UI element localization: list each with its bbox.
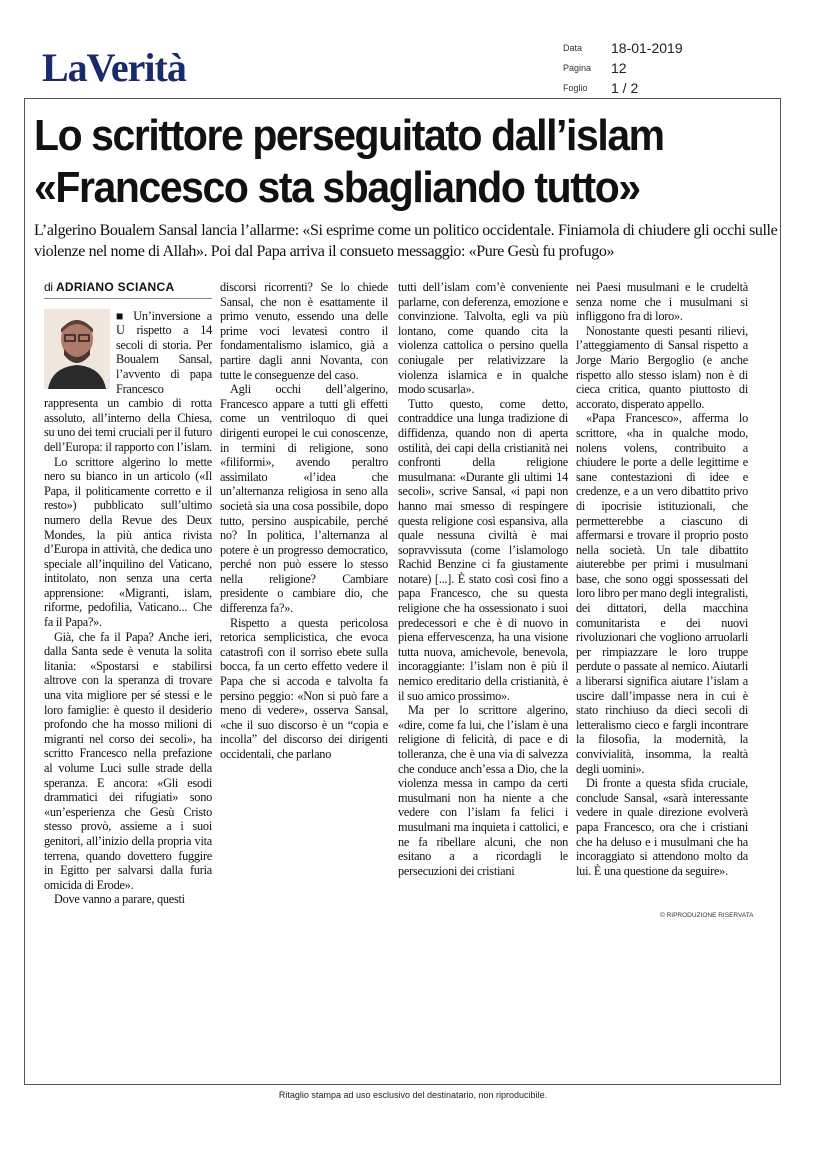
author-portrait-image: [44, 309, 110, 389]
byline-author: ADRIANO SCIANCA: [55, 280, 175, 294]
paragraph: discorsi ricorrenti? Se lo chiede Sansal, che non è esattamente il primo venuto, essendo una delle prime voci levatesi contro il fondamentalismo islamico, già a partire dagli anni Novanta, con tutte le conseguenze del caso.: [220, 280, 388, 382]
date-label: Data: [563, 43, 583, 53]
article-column-4: [576, 280, 748, 878]
paragraph: Già, che fa il Papa? Anche ieri, dalla Santa sede è venuta la solita litania: «Spostarsi e stabilirsi altrove con la speranza di trovare una vita migliore per sé stessi e le loro famiglie: è questo il desiderio profondo che ha mosso milioni di migranti nel corso dei secoli», ha scritto Francesco nella prefazione al volume Luci sulle strade della speranza. E ancora: «Gli esodi drammatici dei rifugiati» sono «un’esperienza che Gesù Cristo stesso provò, assieme a i suoi genitori, all’inizio della propria vita terrena, quando dovettero fuggire in Egitto per salvarsi dalla furia omicida di Erode».: [44, 629, 212, 892]
paragraph: nei Paesi musulmani e le crudeltà senza nome che i musulmani si infliggono fra di loro».: [576, 280, 748, 324]
paragraph: Di fronte a questa sfida cruciale, conclude Sansal, «sarà interessante vedere in quale direzione evolverà papa Francesco, ora che i cristiani che ha deluso e i musulmani che ha incoraggiato si attendono molto da lui. È una questione da seguire».: [576, 776, 748, 878]
byline-prefix: di: [44, 280, 53, 294]
date-value: 18-01-2019: [611, 40, 683, 56]
byline: [44, 280, 212, 299]
article-column-2: [220, 280, 388, 762]
copyright-notice: © RIPRODUZIONE RISERVATA: [660, 912, 754, 919]
paragraph: ■ Un’inversione a U rispetto a 14 secoli di storia. Per Boualem Sansal, l’avvento di papa Francesco rappresenta un cambio di rotta assoluto, all’interno della Chiesa, su uno dei temi cruciali per il futuro dell’Europa: il rapporto con l’islam.: [44, 308, 212, 454]
clipping-meta: [563, 38, 683, 98]
headline-line-2: «Francesco sta sbagliando tutto»: [34, 163, 640, 212]
paragraph: Tutto questo, come detto, contraddice una lunga tradizione di diffidenza, quando non di aperta ostilità, dei capi della cristianità nei confronti della religione musulmana: «Durante gli ultimi 14 secoli», scrive Sansal, «i papi non hanno mai smesso di respingere questa religione così espansiva, alla quale nessuna civiltà è mai sopravvissuta (come l’islamologo Rachid Benzine ci fa giustamente notare) [...]. È stato così così fino a papa Francesco, che su questa religione che ha ossessionato i suoi predecessori e che è di nuovo in piena effervescenza, ha una visione tutta nuova, amichevole, benevola, incoraggiante: l’islam non è più il nemico ereditario della cristianità, è il suo amico prossimo».: [398, 396, 568, 703]
page-value: 12: [611, 60, 627, 76]
paragraph: Ma per lo scrittore algerino, «dire, come fa lui, che l’islam è una religione di felicità, di pace e di tolleranza, che è una via di salvezza che conduce anch’essa a Dio, che la violenza messa in campo da certi musulmani non ha niente a che vedere con l’islam fa felici i musulmani ma inquieta i cattolici, e ne fa ribellare alcuni, che non esitano a a ricordagli le persecuzioni dei cristiani: [398, 703, 568, 878]
headline-line-1: Lo scrittore perseguitato dall’islam: [34, 111, 664, 160]
paragraph: tutti dell’islam com’è conveniente parlarne, con deferenza, emozione e convinzione. Talvolta, egli va più lontano, come quando cita la violenza cattolica o persino quella coniugale per relativizzare la violenza islamica e in qualche modo scusarla».: [398, 280, 568, 397]
page-label: Pagina: [563, 63, 592, 73]
clipping-footer-note: Ritaglio stampa ad uso esclusivo del destinatario, non riproducibile.: [278, 1090, 548, 1100]
sheet-label: Foglio: [563, 83, 588, 93]
paragraph: Dove vanno a parare, questi: [54, 892, 185, 907]
sheet-value: 1 / 2: [611, 80, 639, 96]
paragraph: Agli occhi dell’algerino, Francesco appare a tutti gli effetti come un ventriloquo di quei dirigenti europei le cui conoscenze, in termini di religione, sono «filiformi», avendo peraltro assimilato «l’idea che un’alternanza religiosa in seno alla società sia una cosa possibile, dopo tutto, persino auspicabile, perché no? In politica, l’alternanza al potere è un progresso democratico, perché non può essere lo stesso nella religione? Cambiare presidente o cambiare dio, che differenza fa?».: [220, 382, 388, 616]
paragraph: «Papa Francesco», afferma lo scrittore, «ha in qualche modo, nolens volens, contribuito a chiudere le porte a delle legittime e sane contestazioni di idee e credenze, e a un vero dibattito privo di ipocrisie istituzionali, che permetterebbe a ciascuno di affermarsi e trovare il proprio posto nella società. Un tale dibattito aiuterebbe per primi i musulmani base, che sono oggi spossessati del loro libro per mano degli integralisti, dei dittatori, della macchina comunitarista e dei nuovi rivoluzionari che vogliono arruolarli per rimpiazzare le loro truppe perdute o passate al nemico. Aiutarli a liberarsi significa aiutare l’islam a uscire dall’impasse nera in cui è stato rinchiuso da dieci secoli di letteralismo cieco e fargli incontrare la filosofia, la modernità, la convivialità, insomma, la realtà degli uomini».: [576, 411, 748, 776]
paragraph: Nonostante questi pesanti rilievi, l’atteggiamento di Sansal rispetto a Jorge Mario Bergoglio (e anche rispetto allo stesso islam) non è di cieca critica, quanto piuttosto di accorato, disperato appello.: [576, 323, 748, 411]
newspaper-masthead: LaVerità: [42, 45, 186, 90]
headline: [34, 110, 722, 214]
subheadline: L’algerino Boualem Sansal lancia l’allarme: «Si esprime come un politico occidentale. Finiamola di chiudere gli occhi sulle violenze nel nome di Allah». Poi dal Papa arriva il consueto messaggio: «Pure Gesù fu profugo»: [34, 222, 778, 260]
paragraph: Rispetto a questa pericolosa retorica semplicistica, che evoca catastrofi con il sorriso ebete sulla bocca, fa un certo effetto vedere il Papa che si accoda e talvolta fa persino peggio: «Non si può fare a meno di vedere», osserva Sansal, «che il suo discorso è un “copia e incolla” del discorso dei dirigenti occidentali, che parlano: [220, 615, 388, 761]
article-column-3: [398, 280, 568, 878]
paragraph: Lo scrittore algerino lo mette nero su bianco in un articolo («Il Papa, il politicamente corretto e il resto») pubblicato sull’ultimo numero della Revue des Deux Mondes, la più antica rivista d’Europa in attività, che dedica uno speciale all’inquilino del Vaticano, intitolato, non senza una certa apprensione: «Migranti, islam, riforme, pedofilia, Vaticano... Che fa il Papa?».: [44, 454, 212, 630]
article-column-1: [44, 280, 212, 907]
